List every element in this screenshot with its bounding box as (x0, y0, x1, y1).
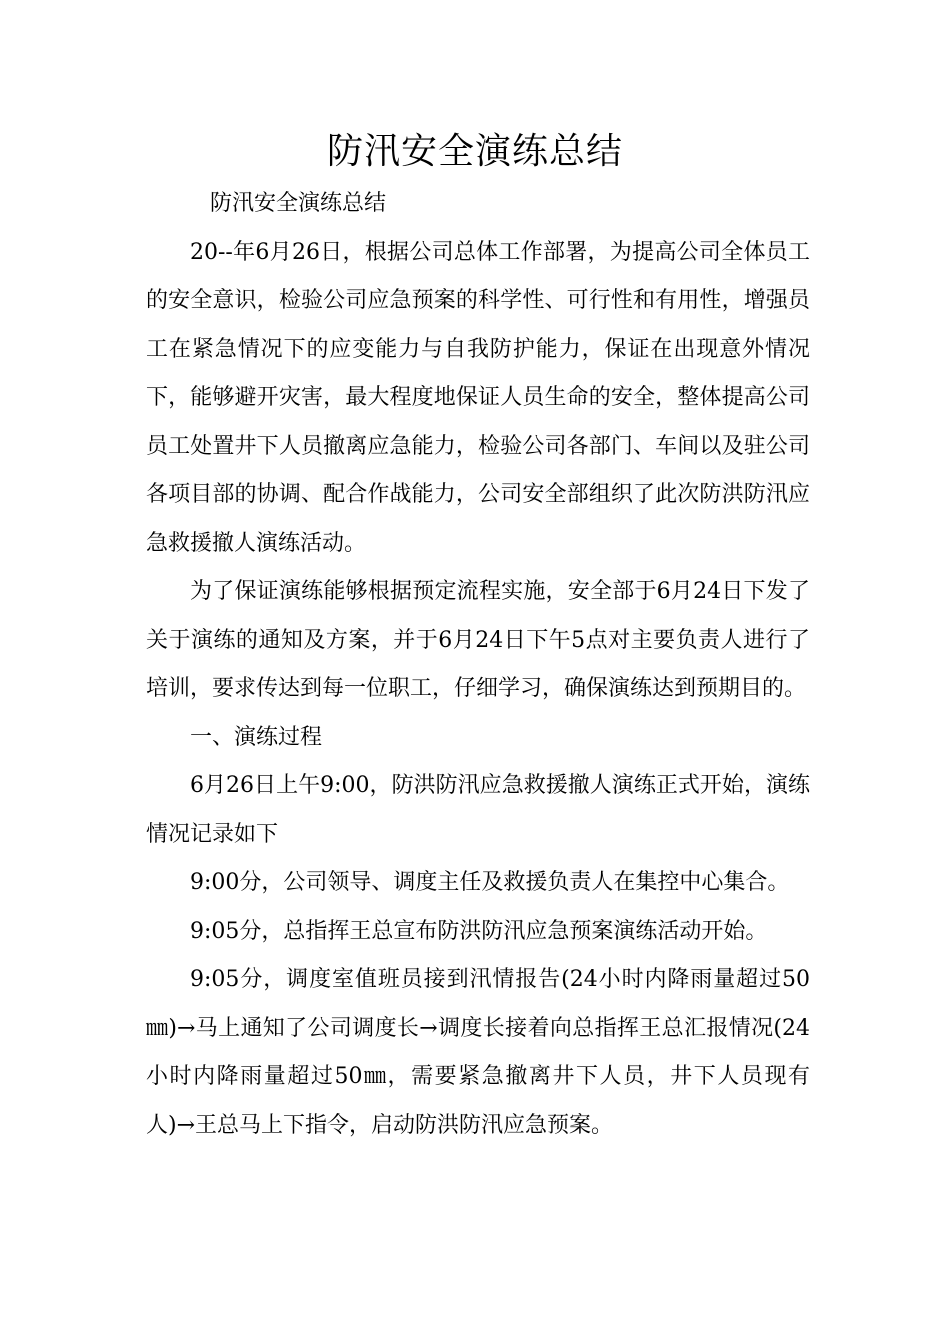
paragraph-process-gather: 9:00分，公司领导、调度主任及救援负责人在集控中心集合。 (190, 870, 790, 895)
paragraph-intro: 20--年6月26日，根据公司总体工作部署，为提高公司全体员工的安全意识，检验公司应急预案的科学性、可行性和有用性，增强员工在紧急情况下的应变能力与自我防护能力，保证在出现意外情况下，能够避开灾害，最大程度地保证人员生命的安全，整体提高公司员工处置井下人员撤离应急能力，检验公司各部门、车间以及驻公司各项目部的协调、配合作战能力，公司安全部组织了此次防洪防汛应急救援撤人演练活动。 (146, 239, 810, 556)
paragraph-process-report: 9:05分，调度室值班员接到汛情报告(24小时内降雨量超过50㎜)→马上通知了公司调度长→调度长接着向总指挥王总汇报情况(24小时内降雨量超过50㎜，需要紧急撤离井下人员，井下人员现有人)→王总马上下指令，启动防洪防汛应急预案。 (146, 967, 810, 1138)
paragraph-process-announce: 9:05分，总指挥王总宣布防洪防汛应急预案演练活动开始。 (190, 918, 768, 944)
paragraph-preparation: 为了保证演练能够根据预定流程实施，安全部于6月24日下发了关于演练的通知及方案，并于6月24日下午5点对主要负责人进行了培训，要求传达到每一位职工，仔细学习，确保演练达到预期目的。 (146, 579, 810, 701)
section-heading: 一、演练过程 (190, 724, 323, 750)
document-title: 防汛安全演练总结 (326, 131, 623, 172)
document-subtitle: 防汛安全演练总结 (210, 191, 387, 216)
document-body (146, 180, 810, 1150)
paragraph-process-start: 6月26日上午9:00，防洪防汛应急救援撤人演练正式开始，演练情况记录如下 (146, 773, 810, 847)
